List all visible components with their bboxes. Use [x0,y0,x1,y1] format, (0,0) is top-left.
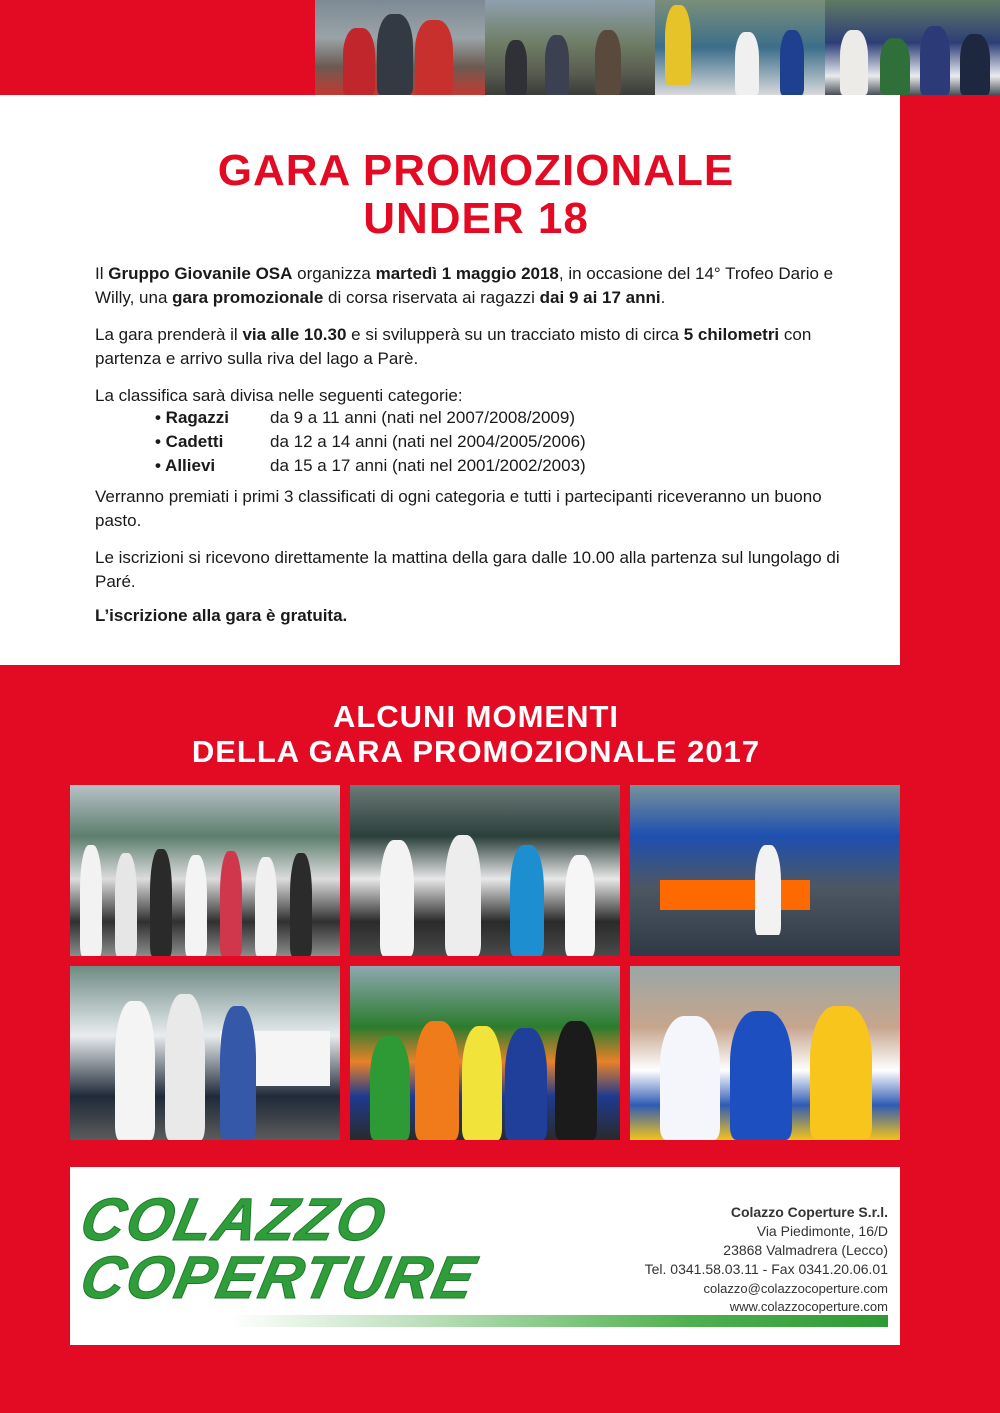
paragraph-start: La gara prenderà il via alle 10.30 e si svilupperà su un tracciato misto di circa 5 chilometri con partenza e arrivo sulla riva del lago a Parè. [95,325,812,368]
sponsor-website[interactable]: www.colazzocoperture.com [729,1299,888,1314]
category-range: da 15 a 17 anni (nati nel 2001/2002/2003) [270,456,586,475]
gallery-photo-6 [630,966,900,1140]
header-photo-2 [485,0,655,95]
main-title-line1: GARA PROMOZIONALE [217,146,735,195]
gallery-photo-2 [350,785,620,956]
paragraph-free: L’iscrizione alla gara è gratuita. [95,606,348,625]
categories-intro: La classifica sarà divisa nelle seguenti categorie: [95,386,463,405]
paragraph-intro: Il Gruppo Giovanile OSA organizza martedì 1 maggio 2018, in occasione del 14° Trofeo Dario e Willy, una gara promozionale di corsa riservata ai ragazzi dai 9 ai 17 anni. [95,264,834,307]
gallery-photo-3 [630,785,900,956]
sponsor-email[interactable]: colazzo@colazzocoperture.com [703,1281,888,1296]
category-name: • Allievi [155,456,216,475]
category-range: da 9 a 11 anni (nati nel 2007/2008/2009) [270,408,575,427]
gallery-photo-5 [350,966,620,1140]
gallery-title-line1: ALCUNI MOMENTI [332,699,620,734]
sponsor-logo-line1: COLAZZO [74,1186,394,1253]
category-row [155,430,586,454]
category-name: • Cadetti [155,432,224,451]
sponsor-accent-bar [230,1315,888,1327]
paragraph-registration: Le iscrizioni si ricevono direttamente la mattina della gara dalle 10.00 alla partenza sul lungolago di Paré. [95,548,840,591]
category-row [155,406,575,430]
gallery-title-line2: DELLA GARA PROMOZIONALE 2017 [191,734,761,769]
gallery-photo-4 [70,966,340,1140]
header-photo-1 [315,0,485,95]
category-row [155,454,586,478]
header-photo-3 [655,0,825,95]
header-photo-4 [825,0,1000,95]
sponsor-address2: 23868 Valmadrera (Lecco) [723,1242,888,1258]
sponsor-logo-line2: COPERTURE [74,1244,483,1311]
sponsor-company: Colazzo Coperture S.r.l. [730,1204,888,1220]
sponsor-box [70,1167,900,1345]
sponsor-address1: Via Piedimonte, 16/D [756,1223,888,1239]
category-name: • Ragazzi [155,408,229,427]
category-range: da 12 a 14 anni (nati nel 2004/2005/2006) [270,432,586,451]
announcement-panel [0,95,900,665]
gallery-photo-1 [70,785,340,956]
paragraph-prizes: Verranno premiati i primi 3 classificati di ogni categoria e tutti i partecipanti riceveranno un buono pasto. [95,487,822,530]
sponsor-phone: Tel. 0341.58.03.11 - Fax 0341.20.06.01 [644,1261,888,1277]
main-title-line2: UNDER 18 [363,194,589,243]
